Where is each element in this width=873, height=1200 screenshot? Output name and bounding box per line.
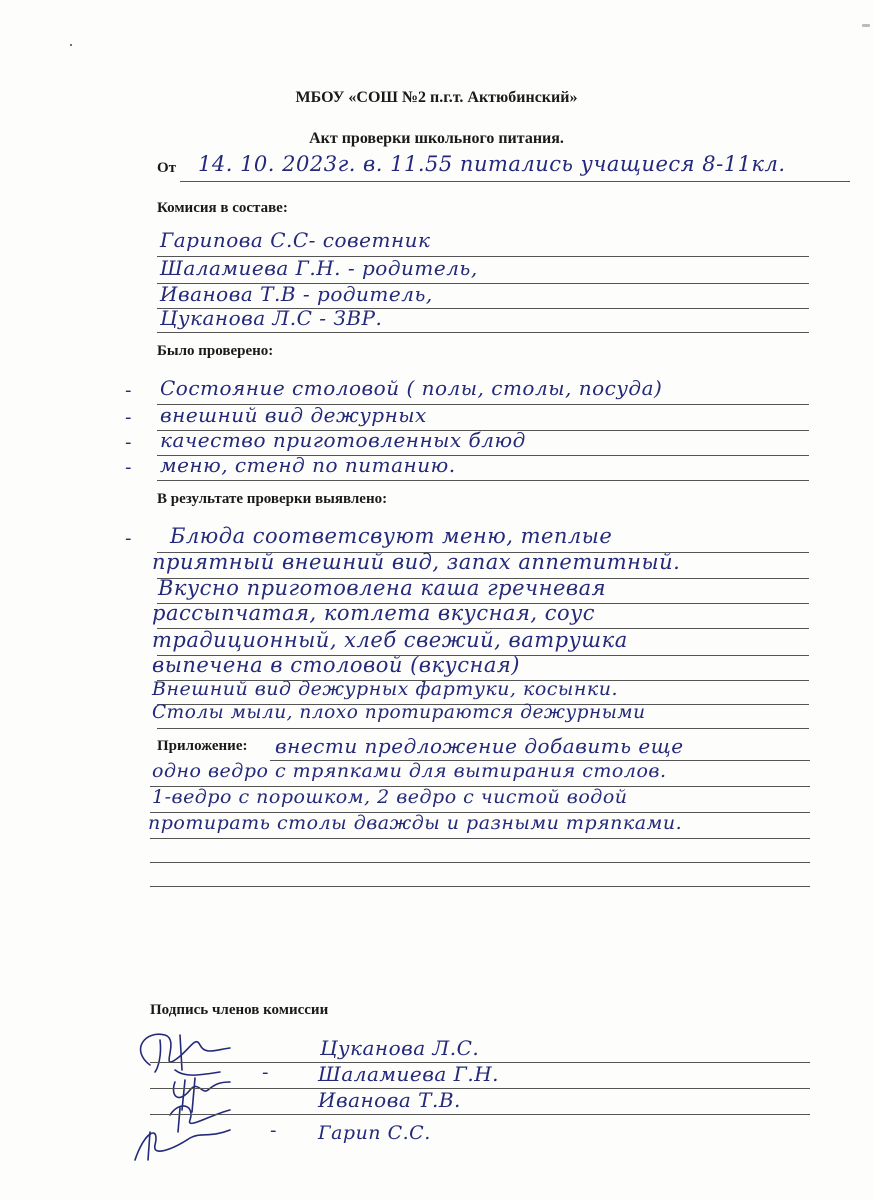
commission-label: Комисия в составе: [157, 200, 288, 216]
results-line: традиционный, хлеб свежий, ватрушка [152, 628, 628, 652]
results-label: В результате проверки выявлено: [157, 491, 388, 507]
results-line: Блюда соответсвуют меню, теплые [170, 524, 613, 548]
signature-name: Гарип С.С. [318, 1122, 431, 1144]
appendix-rule [150, 838, 810, 839]
checked-item: меню, стенд по питанию. [160, 453, 456, 477]
signature-stroke [178, 1108, 180, 1132]
signature-stroke [155, 1040, 161, 1072]
results-line: приятный внешний вид, запах аппетитный. [152, 550, 681, 574]
commission-member: Иванова Т.В - родитель, [160, 282, 433, 306]
signature-dash: - [270, 1120, 277, 1141]
commission-member: Шаламиева Г.Н. - родитель, [160, 256, 478, 280]
act-title: Акт проверки школьного питания. [309, 130, 564, 147]
signature-stroke [192, 1078, 195, 1112]
checked-rule [157, 480, 809, 481]
signature-rule [150, 1088, 810, 1089]
signature-name: Шаламиева Г.Н. [318, 1062, 500, 1086]
date-handwritten: 14. 10. 2023г. в. 11.55 питались учащиеся 8-11кл. [198, 152, 786, 176]
signature-name: Цуканова Л.С. [320, 1036, 480, 1060]
results-line: Столы мыли, плохо протираются дежурными [152, 702, 646, 723]
checked-label: Было проверено: [157, 343, 274, 359]
commission-member: Гарипова С.С- советник [160, 228, 431, 252]
bullet-dash: - [125, 432, 132, 453]
checked-item: Состояние столовой ( полы, столы, посуда) [160, 376, 663, 400]
signature-stroke [180, 1035, 182, 1070]
signature-stroke [141, 1034, 230, 1065]
date-prefix: От [157, 160, 177, 176]
appendix-rule [150, 862, 810, 863]
appendix-rule [150, 886, 810, 887]
signature-rule [150, 1114, 810, 1115]
checked-item: качество приготовленных блюд [160, 428, 526, 452]
results-line: рассыпчатая, котлета вкусная, соус [152, 601, 596, 625]
bullet-dash: - [125, 407, 132, 428]
appendix-line: 1-ведро с порошком, 2 ведро с чистой водой [152, 786, 628, 808]
date-rule [180, 181, 850, 182]
bullet-dash: - [125, 528, 132, 549]
signature-dash: - [262, 1062, 269, 1083]
appendix-line: внести предложение добавить еще [275, 734, 684, 758]
results-line: Внешний вид дежурных фартуки, косынки. [152, 678, 619, 700]
results-line: выпечена в столовой (вкусная) [152, 653, 520, 677]
checked-item: внешний вид дежурных [160, 403, 427, 427]
signatures-label: Подпись членов комиссии [150, 1002, 329, 1018]
results-line: Вкусно приготовлена каша гречневая [158, 576, 607, 600]
appendix-line: протирать столы дважды и разными тряпками. [148, 812, 683, 834]
appendix-label: Приложение: [157, 738, 248, 754]
appendix-line: одно ведро с тряпками для вытирания столов. [152, 760, 667, 782]
commission-member: Цуканова Л.С - ЗВР. [160, 306, 383, 330]
bullet-dash: - [125, 457, 132, 478]
signature-name: Иванова Т.В. [318, 1088, 461, 1112]
signature-scribbles [120, 1020, 260, 1170]
scan-speck [862, 24, 870, 27]
signature-stroke [175, 1070, 220, 1075]
scan-speck [70, 44, 72, 46]
results-rule [157, 728, 809, 729]
commission-rule [157, 332, 809, 333]
org-title: МБОУ «СОШ №2 п.г.т. Актюбинский» [295, 89, 578, 106]
bullet-dash: - [125, 380, 132, 401]
signature-stroke [173, 1082, 230, 1098]
